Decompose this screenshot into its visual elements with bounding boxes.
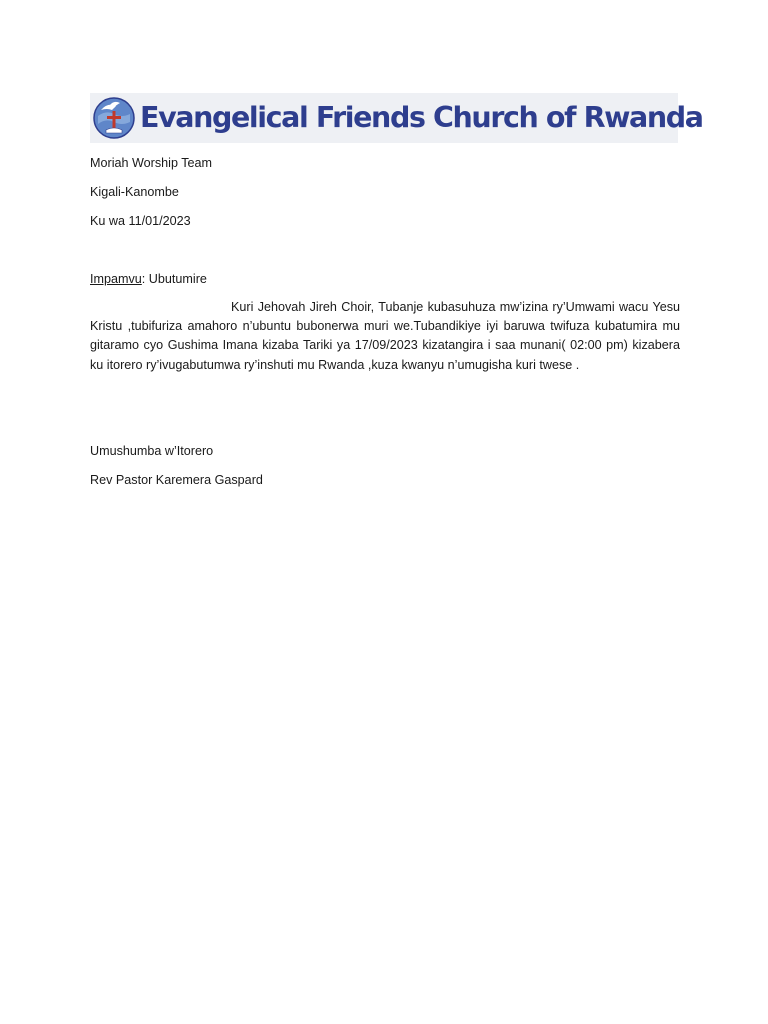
subject-value: Ubutumire xyxy=(145,272,207,286)
letterhead-banner xyxy=(90,93,703,143)
subject-separator: : xyxy=(141,272,146,286)
letter-body: Kuri Jehovah Jireh Choir, Tubanje kubasuhuza mw’izina ry’Umwami wacu Yesu Kristu ,tubifuriza amahoro n’ubuntu bubonerwa muri we.Tubandikiye iyi baruwa twifuza kubatumira mu gitaramo cyo Gushima Imana kizaba Tariki ya 17/09/2023 kizatangira i saa munani( 02:00 pm) kizabera ku itorero ry’ivugabutumwa ry’inshuti mu Rwanda ,kuza kwanyu n’umugisha kuri twese . xyxy=(90,300,680,372)
signatory-role: Umushumba w’Itorero xyxy=(90,444,214,458)
church-logo-icon xyxy=(92,96,136,140)
date-line: Ku wa 11/01/2023 xyxy=(90,214,191,228)
location-line: Kigali-Kanombe xyxy=(90,185,179,199)
subject-line xyxy=(90,270,207,289)
sender-line: Moriah Worship Team xyxy=(90,156,213,170)
organization-name: Evangelical Friends Church of Rwanda xyxy=(140,100,703,134)
signatory-name: Rev Pastor Karemera Gaspard xyxy=(90,473,263,487)
subject-label: Impamvu xyxy=(90,272,142,286)
